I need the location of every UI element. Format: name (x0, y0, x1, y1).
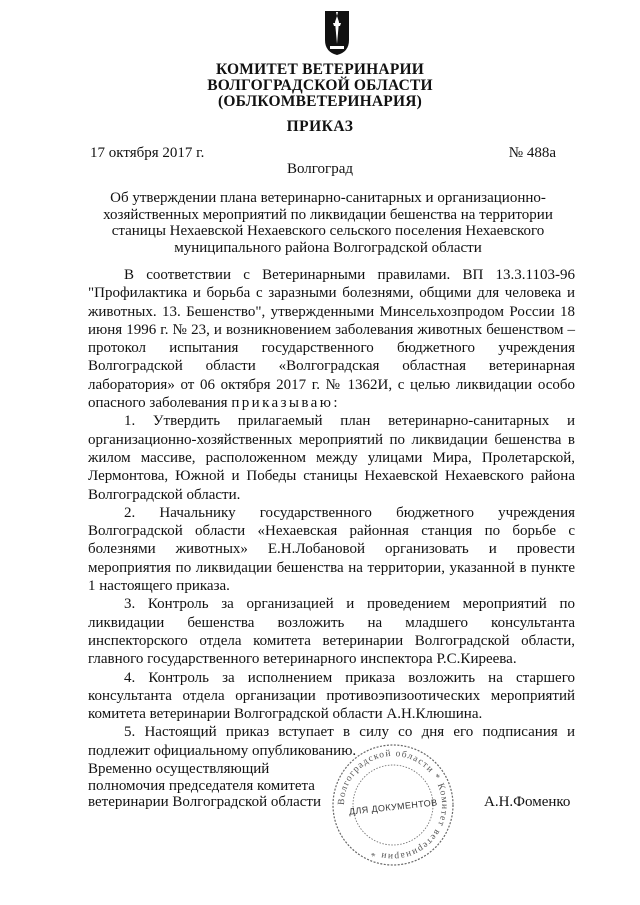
order-item-2: 2. Начальнику государственного бюджетного учреждения Волгоградской области «Нехаевская районная станция по борьбе с болезнями животных» Е.Н.Лобановой организовать и провести мероприятия по ликвидации бешенства на территории, указанной в пункте 1 настоящего приказа. (88, 504, 575, 595)
subject-line: Об утверждении плана ветеринарно-санитарных и организационно- (110, 190, 546, 206)
stamp-inner-text: ДЛЯ ДОКУМЕНТОВ (348, 797, 438, 817)
document-type-title: ПРИКАЗ (286, 118, 354, 135)
coat-of-arms-emblem (324, 10, 350, 56)
committee-name-line2: ВОЛГОГРАДСКОЙ ОБЛАСТИ (207, 77, 433, 94)
committee-name-line3: (ОБЛКОМВЕТЕРИНАРИЯ) (218, 93, 422, 110)
stamp-ring-text: Волгоградской области * Комитет ветеринарии * (336, 748, 450, 862)
official-stamp-seal (330, 742, 456, 868)
document-date: 17 октября 2017 г. (90, 145, 205, 161)
signatory-position-line: ветеринарии Волгоградской области (88, 794, 321, 810)
order-item-4: 4. Контроль за исполнением приказа возложить на старшего консультанта отдела организации противоэпизоотических мероприятий комитета ветеринарии Волгоградской области А.Н.Клюшина. (88, 669, 575, 723)
subject-line: муниципального района Волгоградской области (174, 239, 482, 256)
signatory-position-line: полномочия председателя комитета (88, 777, 315, 794)
signatory-name: А.Н.Фоменко (484, 794, 571, 810)
order-item-3: 3. Контроль за организацией и проведением мероприятий по ликвидации бешенства возложить на младшего консультанта инспекторского отдела комитета ветеринарии Волгоградской области, главного государственного ветеринарного инспектора Р.С.Киреева. (88, 596, 575, 668)
document-subject (86, 190, 570, 256)
signatory-position-line: Временно осуществляющий (88, 761, 270, 777)
committee-name-line1: КОМИТЕТ ВЕТЕРИНАРИИ (216, 61, 424, 78)
subject-line: станицы Нехаевской Нехаевского сельского поселения Нехаевского (111, 223, 545, 239)
order-item-1: 1. Утвердить прилагаемый план ветеринарно-санитарных и организационно-хозяйственных мероприятий по ликвидации бешенства в жилом массиве, расположенном между улицами Мира, Пролетарской, Лермонтова, Южной и Победы станицы Нехаевской Нехаевского района Волгоградской области. (88, 413, 575, 503)
document-number: № 488а (508, 145, 556, 161)
order-word: приказываю: (231, 395, 340, 412)
document-city: Волгоград (286, 161, 353, 177)
preamble-paragraph (88, 266, 575, 412)
document-body (88, 266, 575, 760)
subject-line: хозяйственных мероприятий по ликвидации бешенства на территории (103, 206, 553, 223)
order-item-5: 5. Настоящий приказ вступает в силу со дня его подписания и подлежит официальному опубликованию. (88, 724, 575, 759)
signatory-position (88, 761, 321, 811)
preamble-text: В соответствии с Ветеринарными правилами. ВП 13.3.1103-96 "Профилактика и борьба с заразными болезнями, общими для человека и животных. 13. Бешенство", утвержденными Минсельхозпродом России 18 июня 1996 г. № 23, и возникновением заболевания животных бешенством – протокол испытания государственного бюджетного учреждения Волгоградской области «Волгоградская областная ветеринарная лаборатория» от 06 октября 2017 г. № 1362И, с целью ликвидации особо опасного заболевания (88, 267, 575, 412)
